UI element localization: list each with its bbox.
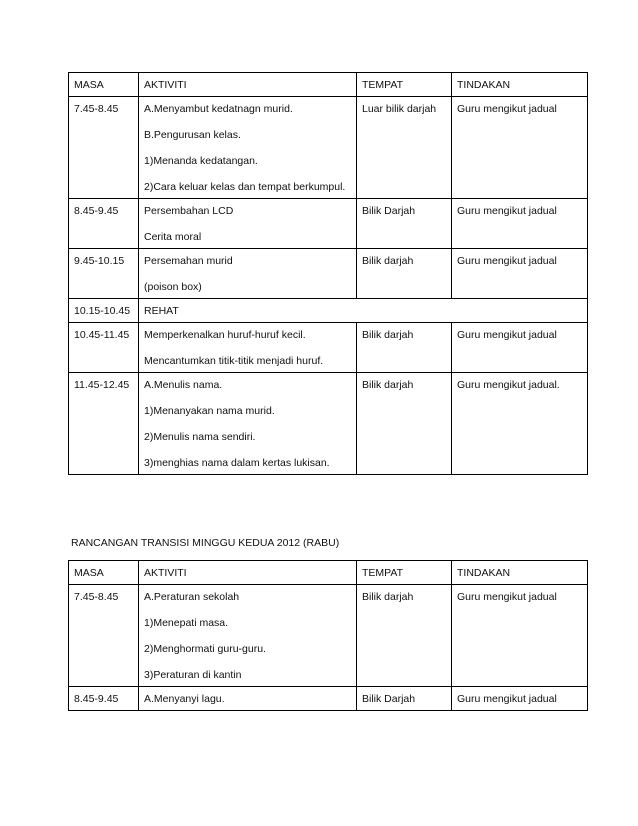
cell-aktiviti <box>139 585 357 687</box>
cell-aktiviti <box>139 687 357 711</box>
cell-masa: 10.15-10.45 <box>69 299 139 323</box>
header-tempat: TEMPAT <box>357 73 452 97</box>
section-title: RANCANGAN TRANSISI MINGGU KEDUA 2012 (RABU) <box>71 537 340 549</box>
table-header-row <box>69 561 588 585</box>
activity-line: 1)Menepati masa. <box>144 617 229 629</box>
table-row-rehat <box>69 299 588 323</box>
header-tempat: TEMPAT <box>357 561 452 585</box>
activity-line: 2)Menghormati guru-guru. <box>144 643 266 655</box>
cell-tempat: Bilik darjah <box>357 249 452 299</box>
header-masa: MASA <box>69 73 139 97</box>
cell-masa: 11.45-12.45 <box>69 373 139 475</box>
activity-line: Mencantumkan titik-titik menjadi huruf. <box>144 355 324 367</box>
header-tindakan: TINDAKAN <box>452 561 588 585</box>
activity-line: Memperkenalkan huruf-huruf kecil. <box>144 329 306 341</box>
activity-line: 2)Cara keluar kelas dan tempat berkumpul. <box>144 181 346 193</box>
table-row <box>69 323 588 373</box>
activity-line: 2)Menulis nama sendiri. <box>144 431 256 443</box>
activity-line: 1)Menanda kedatangan. <box>144 155 258 167</box>
schedule-table-1 <box>68 72 588 475</box>
cell-masa: 8.45-9.45 <box>69 687 139 711</box>
cell-tempat: Bilik darjah <box>357 323 452 373</box>
activity-line: A.Menyanyi lagu. <box>144 693 225 705</box>
cell-masa: 7.45-8.45 <box>69 97 139 199</box>
cell-masa: 10.45-11.45 <box>69 323 139 373</box>
header-aktiviti: AKTIVITI <box>139 73 357 97</box>
cell-masa: 7.45-8.45 <box>69 585 139 687</box>
table-row <box>69 249 588 299</box>
activity-line: A.Menyambut kedatnagn murid. <box>144 103 293 115</box>
cell-aktiviti <box>139 97 357 199</box>
cell-aktiviti <box>139 199 357 249</box>
cell-tindakan: Guru mengikut jadual <box>452 585 588 687</box>
cell-tindakan: Guru mengikut jadual. <box>452 373 588 475</box>
cell-tempat: Bilik Darjah <box>357 687 452 711</box>
table-row <box>69 585 588 687</box>
cell-rehat: REHAT <box>139 299 588 323</box>
cell-tindakan: Guru mengikut jadual <box>452 249 588 299</box>
cell-tindakan: Guru mengikut jadual <box>452 687 588 711</box>
activity-line: (poison box) <box>144 281 202 293</box>
activity-line: A.Peraturan sekolah <box>144 591 240 603</box>
table-row <box>69 97 588 199</box>
cell-tempat: Luar bilik darjah <box>357 97 452 199</box>
table-header-row <box>69 73 588 97</box>
cell-tindakan: Guru mengikut jadual <box>452 97 588 199</box>
cell-tempat: Bilik darjah <box>357 373 452 475</box>
cell-masa: 9.45-10.15 <box>69 249 139 299</box>
activity-line: Cerita moral <box>144 231 202 243</box>
cell-masa: 8.45-9.45 <box>69 199 139 249</box>
schedule-table-2-body <box>69 561 588 711</box>
cell-aktiviti <box>139 249 357 299</box>
table-row <box>69 687 588 711</box>
header-aktiviti: AKTIVITI <box>139 561 357 585</box>
activity-line: 3)Peraturan di kantin <box>144 669 242 681</box>
activity-line: 3)menghias nama dalam kertas lukisan. <box>144 457 330 469</box>
cell-aktiviti <box>139 323 357 373</box>
cell-tindakan: Guru mengikut jadual <box>452 199 588 249</box>
schedule-table-2 <box>68 560 588 711</box>
cell-tempat: Bilik Darjah <box>357 199 452 249</box>
table-row <box>69 199 588 249</box>
cell-aktiviti <box>139 373 357 475</box>
header-tindakan: TINDAKAN <box>452 73 588 97</box>
header-masa: MASA <box>69 561 139 585</box>
activity-line: Persembahan LCD <box>144 205 234 217</box>
cell-tempat: Bilik darjah <box>357 585 452 687</box>
activity-line: Persemahan murid <box>144 255 233 267</box>
activity-line: 1)Menanyakan nama murid. <box>144 405 275 417</box>
cell-tindakan: Guru mengikut jadual <box>452 323 588 373</box>
activity-line: B.Pengurusan kelas. <box>144 129 241 141</box>
activity-line: A.Menulis nama. <box>144 379 223 391</box>
table-row <box>69 373 588 475</box>
schedule-table-1-body <box>69 73 588 475</box>
